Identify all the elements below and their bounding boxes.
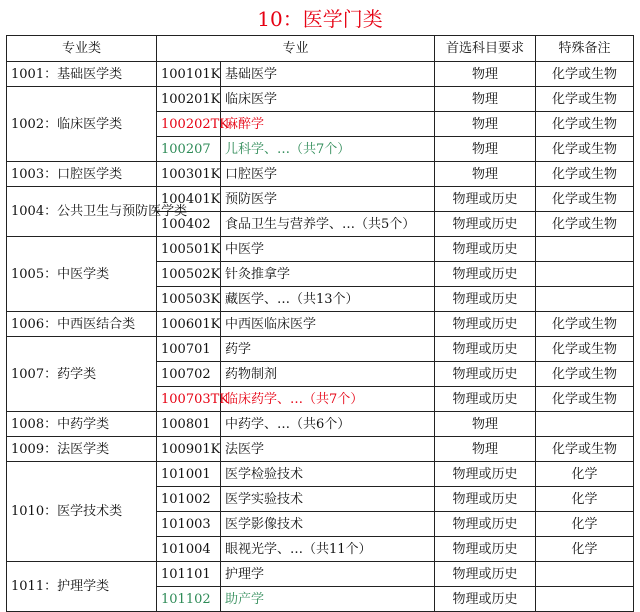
category-cell: 1006：中西医结合类: [7, 312, 157, 337]
subject-requirement-cell: 物理: [435, 162, 536, 187]
notes-cell: 化学或生物: [536, 337, 634, 362]
subject-requirement-cell: 物理或历史: [435, 587, 536, 612]
subject-requirement-cell: 物理或历史: [435, 337, 536, 362]
notes-cell: 化学: [536, 487, 634, 512]
subject-requirement-cell: 物理或历史: [435, 187, 536, 212]
major-code-cell: 101004: [157, 537, 221, 562]
notes-cell: 化学或生物: [536, 387, 634, 412]
subject-requirement-cell: 物理或历史: [435, 287, 536, 312]
subject-requirement-cell: 物理或历史: [435, 562, 536, 587]
major-name-cell: 眼视光学、…（共11个）: [221, 537, 435, 562]
major-name-cell: 临床药学、…（共7个）: [221, 387, 435, 412]
subject-requirement-cell: 物理: [435, 437, 536, 462]
table-row: [7, 162, 634, 187]
notes-cell: [536, 262, 634, 287]
major-code-cell: 101101: [157, 562, 221, 587]
major-name-cell: 中医学: [221, 237, 435, 262]
major-code-cell: 101002: [157, 487, 221, 512]
subject-requirement-cell: 物理: [435, 87, 536, 112]
notes-cell: [536, 412, 634, 437]
notes-cell: [536, 587, 634, 612]
major-name-cell: 预防医学: [221, 187, 435, 212]
table-row: [7, 237, 634, 262]
major-name-cell: 医学实验技术: [221, 487, 435, 512]
header-major: 专业: [157, 36, 435, 62]
category-cell: 1010：医学技术类: [7, 462, 157, 562]
notes-cell: 化学或生物: [536, 312, 634, 337]
major-name-cell: 藏医学、…（共13个）: [221, 287, 435, 312]
notes-cell: 化学或生物: [536, 437, 634, 462]
page-title: 10：医学门类: [257, 7, 383, 31]
major-code-cell: 100503K: [157, 287, 221, 312]
notes-cell: 化学或生物: [536, 212, 634, 237]
subject-requirement-cell: 物理或历史: [435, 512, 536, 537]
subject-requirement-cell: 物理或历史: [435, 487, 536, 512]
subject-requirement-cell: 物理或历史: [435, 387, 536, 412]
major-code-cell: 101003: [157, 512, 221, 537]
major-code-cell: 100401K: [157, 187, 221, 212]
header-category: 专业类: [7, 36, 157, 62]
table-row: [7, 187, 634, 212]
table-row: [7, 412, 634, 437]
subject-requirement-cell: 物理: [435, 412, 536, 437]
table-header-row: [7, 36, 634, 62]
table-row: [7, 312, 634, 337]
major-code-cell: 100702: [157, 362, 221, 387]
notes-cell: 化学或生物: [536, 112, 634, 137]
major-code-cell: 100501K: [157, 237, 221, 262]
major-name-cell: 医学影像技术: [221, 512, 435, 537]
major-name-cell: 口腔医学: [221, 162, 435, 187]
subject-requirement-cell: 物理或历史: [435, 237, 536, 262]
category-cell: 1001：基础医学类: [7, 62, 157, 87]
major-code-cell: 100901K: [157, 437, 221, 462]
notes-cell: 化学或生物: [536, 362, 634, 387]
subject-requirement-cell: 物理或历史: [435, 262, 536, 287]
major-name-cell: 儿科学、…（共7个）: [221, 137, 435, 162]
notes-cell: 化学或生物: [536, 87, 634, 112]
category-cell: 1003：口腔医学类: [7, 162, 157, 187]
category-cell: 1005：中医学类: [7, 237, 157, 312]
major-name-cell: 中药学、…（共6个）: [221, 412, 435, 437]
notes-cell: [536, 287, 634, 312]
notes-cell: 化学或生物: [536, 137, 634, 162]
subject-requirement-cell: 物理或历史: [435, 312, 536, 337]
major-code-cell: 101102: [157, 587, 221, 612]
category-cell: 1002：临床医学类: [7, 87, 157, 162]
category-cell: 1007：药学类: [7, 337, 157, 412]
major-code-cell: 100202TK: [157, 112, 221, 137]
major-code-cell: 100502K: [157, 262, 221, 287]
major-code-cell: 100301K: [157, 162, 221, 187]
category-cell: 1009：法医学类: [7, 437, 157, 462]
table-row: [7, 337, 634, 362]
major-code-cell: 100801: [157, 412, 221, 437]
major-name-cell: 法医学: [221, 437, 435, 462]
notes-cell: [536, 562, 634, 587]
category-cell: 1008：中药学类: [7, 412, 157, 437]
category-cell: 1004：公共卫生与预防医学类: [7, 187, 157, 237]
subject-requirement-cell: 物理或历史: [435, 462, 536, 487]
notes-cell: 化学或生物: [536, 62, 634, 87]
major-code-cell: 100703TK: [157, 387, 221, 412]
table-row: [7, 62, 634, 87]
notes-cell: [536, 237, 634, 262]
major-name-cell: 针灸推拿学: [221, 262, 435, 287]
major-name-cell: 药物制剂: [221, 362, 435, 387]
majors-table: [6, 35, 634, 612]
major-code-cell: 101001: [157, 462, 221, 487]
major-code-cell: 100201K: [157, 87, 221, 112]
header-subject: 首选科目要求: [435, 36, 536, 62]
major-name-cell: 麻醉学: [221, 112, 435, 137]
major-code-cell: 100402: [157, 212, 221, 237]
major-name-cell: 中西医临床医学: [221, 312, 435, 337]
subject-requirement-cell: 物理或历史: [435, 212, 536, 237]
table-row: [7, 562, 634, 587]
major-name-cell: 食品卫生与营养学、…（共5个）: [221, 212, 435, 237]
major-name-cell: 药学: [221, 337, 435, 362]
subject-requirement-cell: 物理或历史: [435, 362, 536, 387]
notes-cell: 化学: [536, 512, 634, 537]
subject-requirement-cell: 物理: [435, 112, 536, 137]
major-name-cell: 医学检验技术: [221, 462, 435, 487]
major-name-cell: 助产学: [221, 587, 435, 612]
major-code-cell: 100701: [157, 337, 221, 362]
major-name-cell: 基础医学: [221, 62, 435, 87]
table-body: [7, 62, 634, 612]
header-notes: 特殊备注: [536, 36, 634, 62]
subject-requirement-cell: 物理: [435, 62, 536, 87]
major-name-cell: 护理学: [221, 562, 435, 587]
notes-cell: 化学: [536, 537, 634, 562]
major-code-cell: 100601K: [157, 312, 221, 337]
category-cell: 1011：护理学类: [7, 562, 157, 612]
notes-cell: 化学或生物: [536, 187, 634, 212]
notes-cell: 化学: [536, 462, 634, 487]
major-code-cell: 100207: [157, 137, 221, 162]
table-row: [7, 437, 634, 462]
table-row: [7, 87, 634, 112]
major-code-cell: 100101K: [157, 62, 221, 87]
notes-cell: 化学或生物: [536, 162, 634, 187]
subject-requirement-cell: 物理: [435, 137, 536, 162]
subject-requirement-cell: 物理或历史: [435, 537, 536, 562]
major-name-cell: 临床医学: [221, 87, 435, 112]
table-row: [7, 462, 634, 487]
